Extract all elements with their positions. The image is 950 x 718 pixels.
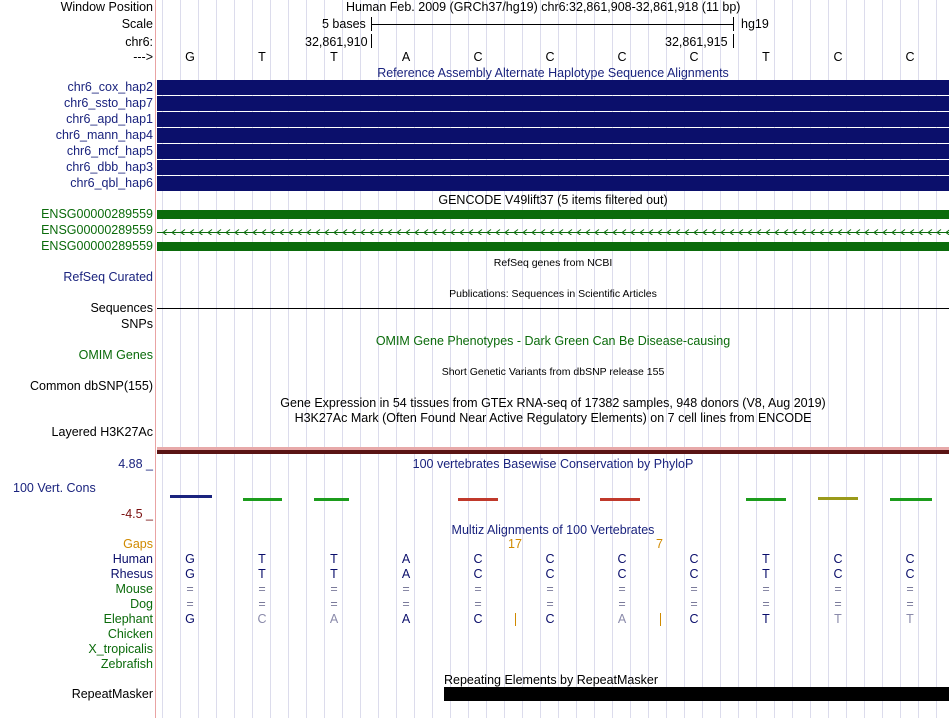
- gaps-label: Gaps: [123, 537, 153, 551]
- base-letter: C: [545, 50, 555, 64]
- aligned-base: C: [833, 552, 843, 566]
- dbsnp-label[interactable]: Common dbSNP(155): [30, 379, 153, 393]
- cons-mark: [458, 498, 498, 501]
- aligned-base: =: [330, 597, 338, 611]
- aligned-base: =: [258, 597, 266, 611]
- aligned-base: T: [258, 552, 266, 566]
- aligned-base: A: [401, 552, 411, 566]
- aligned-base: C: [617, 567, 627, 581]
- aligned-base: T: [762, 552, 770, 566]
- aligned-base: C: [473, 612, 483, 626]
- aligned-base: C: [689, 612, 699, 626]
- chrom-label: chr6:: [125, 35, 153, 49]
- aligned-base: T: [834, 612, 842, 626]
- alt-hap-label[interactable]: chr6_ssto_hap7: [64, 96, 153, 110]
- aligned-base: =: [402, 582, 410, 596]
- cons-ymax: 4.88 _: [118, 457, 153, 471]
- scale-bar: [371, 24, 733, 25]
- species-label[interactable]: Human: [112, 552, 153, 566]
- publications-label[interactable]: Sequences: [90, 301, 153, 315]
- species-label[interactable]: Dog: [130, 597, 153, 611]
- alt-hap-title[interactable]: Reference Assembly Alternate Haplotype Sequence Alignments: [377, 66, 729, 80]
- alt-hap-alignment[interactable]: [157, 96, 949, 111]
- scale-label: Scale: [121, 17, 153, 31]
- alt-hap-alignment[interactable]: [157, 112, 949, 127]
- base-letter: C: [617, 50, 627, 64]
- aligned-base: =: [834, 582, 842, 596]
- cons-mark: [243, 498, 282, 501]
- dbsnp-title[interactable]: Short Genetic Variants from dbSNP release 155: [441, 366, 665, 378]
- window-position-label: Window Position: [60, 0, 153, 14]
- aligned-base: C: [689, 552, 699, 566]
- aligned-base: A: [617, 612, 627, 626]
- scale-text: 5 bases: [322, 17, 366, 31]
- aligned-base: =: [402, 597, 410, 611]
- position-tick-left: [371, 34, 372, 48]
- gencode-title[interactable]: GENCODE V49lift37 (5 items filtered out): [438, 193, 668, 207]
- aligned-base: A: [401, 567, 411, 581]
- species-label[interactable]: X_tropicalis: [88, 642, 153, 656]
- aligned-base: C: [257, 612, 267, 626]
- base-letter: C: [905, 50, 915, 64]
- aligned-base: =: [330, 582, 338, 596]
- cons-ymin: -4.5 _: [121, 507, 153, 521]
- aligned-base: C: [689, 567, 699, 581]
- aligned-base: =: [762, 597, 770, 611]
- h3k27ac-title[interactable]: H3K27Ac Mark (Often Found Near Active Regulatory Elements) on 7 cell lines from ENCODE: [294, 411, 812, 425]
- base-letter: C: [833, 50, 843, 64]
- aligned-base: =: [834, 597, 842, 611]
- aligned-base: T: [258, 567, 266, 581]
- publications-title[interactable]: Publications: Sequences in Scientific Articles: [449, 288, 657, 300]
- cons-mark: [600, 498, 640, 501]
- cons-mark: [818, 497, 858, 500]
- alt-hap-alignment[interactable]: [157, 160, 949, 175]
- omim-title[interactable]: OMIM Gene Phenotypes - Dark Green Can Be Disease-causing: [375, 334, 731, 348]
- species-label[interactable]: Elephant: [103, 612, 153, 626]
- aligned-base: =: [258, 582, 266, 596]
- alt-hap-alignment[interactable]: [157, 128, 949, 143]
- repeatmasker-title[interactable]: Repeating Elements by RepeatMasker: [444, 673, 659, 687]
- h3k27ac-signal: [157, 450, 949, 454]
- insertion-mark: [660, 613, 661, 626]
- gtex-title[interactable]: Gene Expression in 54 tissues from GTEx RNA-seq of 17382 samples, 948 donors (V8, Aug 2019): [280, 396, 826, 410]
- alt-hap-label[interactable]: chr6_cox_hap2: [67, 80, 153, 94]
- gencode-intron[interactable]: [157, 226, 949, 235]
- strand-arrow[interactable]: --->: [133, 50, 153, 64]
- aligned-base: =: [186, 597, 194, 611]
- alt-hap-label[interactable]: chr6_apd_hap1: [66, 112, 153, 126]
- gencode-item-label[interactable]: ENSG00000289559: [41, 223, 153, 237]
- aligned-base: =: [690, 597, 698, 611]
- gencode-item-label[interactable]: ENSG00000289559: [41, 239, 153, 253]
- cons-mark: [170, 495, 212, 498]
- alt-hap-alignment[interactable]: [157, 144, 949, 159]
- aligned-base: =: [546, 597, 554, 611]
- aligned-base: =: [474, 582, 482, 596]
- aligned-base: =: [906, 582, 914, 596]
- gap-count: 17: [508, 537, 522, 551]
- aligned-base: A: [401, 612, 411, 626]
- species-label[interactable]: Mouse: [115, 582, 153, 596]
- snps-label[interactable]: SNPs: [121, 317, 153, 331]
- refseq-title[interactable]: RefSeq genes from NCBI: [493, 257, 613, 269]
- aligned-base: C: [545, 567, 555, 581]
- base-letter: G: [185, 50, 195, 64]
- cons-label[interactable]: 100 Vert. Cons: [13, 481, 96, 495]
- window-position-text: Human Feb. 2009 (GRCh37/hg19) chr6:32,861,908-32,861,918 (11 bp): [346, 0, 741, 14]
- base-letter: T: [258, 50, 266, 64]
- label-divider: [155, 0, 156, 718]
- cons-mark: [890, 498, 932, 501]
- multiz-title[interactable]: Multiz Alignments of 100 Vertebrates: [451, 523, 655, 537]
- cons-mark: [746, 498, 786, 501]
- aligned-base: C: [473, 567, 483, 581]
- aligned-base: G: [185, 612, 195, 626]
- aligned-base: C: [905, 567, 915, 581]
- aligned-base: C: [617, 552, 627, 566]
- gap-count: 7: [656, 537, 663, 551]
- h3k27ac-label[interactable]: Layered H3K27Ac: [51, 425, 153, 439]
- alt-hap-label[interactable]: chr6_dbb_hap3: [66, 160, 153, 174]
- omim-label[interactable]: OMIM Genes: [78, 348, 153, 362]
- species-label[interactable]: Chicken: [107, 627, 153, 641]
- aligned-base: =: [618, 582, 626, 596]
- aligned-base: A: [329, 612, 339, 626]
- alt-hap-label[interactable]: chr6_mann_hap4: [55, 128, 153, 142]
- base-letter: T: [762, 50, 770, 64]
- aligned-base: T: [330, 552, 338, 566]
- aligned-base: =: [762, 582, 770, 596]
- aligned-base: C: [833, 567, 843, 581]
- alt-hap-label[interactable]: chr6_qbl_hap6: [70, 176, 153, 190]
- aligned-base: G: [185, 567, 195, 581]
- alt-hap-alignment[interactable]: [157, 176, 949, 191]
- base-letter: A: [401, 50, 411, 64]
- insertion-mark: [515, 613, 516, 626]
- aligned-base: =: [474, 597, 482, 611]
- repeatmasker-feature[interactable]: [444, 687, 949, 701]
- aligned-base: T: [906, 612, 914, 626]
- cons-mark: [314, 498, 349, 501]
- gencode-feature[interactable]: [157, 210, 949, 219]
- base-letter: C: [689, 50, 699, 64]
- alt-hap-alignment[interactable]: [157, 80, 949, 95]
- aligned-base: =: [186, 582, 194, 596]
- publications-line: [157, 308, 949, 309]
- base-letter: C: [473, 50, 483, 64]
- aligned-base: C: [473, 552, 483, 566]
- species-label[interactable]: Rhesus: [110, 567, 153, 581]
- scale-db: hg19: [741, 17, 769, 31]
- aligned-base: T: [330, 567, 338, 581]
- gencode-item-label[interactable]: ENSG00000289559: [41, 207, 153, 221]
- aligned-base: =: [618, 597, 626, 611]
- scale-tick-right: [733, 17, 734, 31]
- gencode-intron-arrows: [157, 228, 949, 235]
- aligned-base: =: [690, 582, 698, 596]
- position-left: 32,861,910: [305, 35, 368, 49]
- position-tick-right: [733, 34, 734, 48]
- aligned-base: G: [185, 552, 195, 566]
- refseq-label[interactable]: RefSeq Curated: [63, 270, 153, 284]
- repeatmasker-label[interactable]: RepeatMasker: [71, 687, 153, 701]
- base-letter: T: [330, 50, 338, 64]
- species-label[interactable]: Zebrafish: [100, 657, 153, 671]
- gencode-feature[interactable]: [157, 242, 949, 251]
- aligned-base: C: [545, 612, 555, 626]
- aligned-base: C: [905, 552, 915, 566]
- aligned-base: =: [546, 582, 554, 596]
- aligned-base: T: [762, 612, 770, 626]
- aligned-base: C: [545, 552, 555, 566]
- cons-title[interactable]: 100 vertebrates Basewise Conservation by PhyloP: [412, 457, 694, 471]
- position-right: 32,861,915: [665, 35, 728, 49]
- aligned-base: =: [906, 597, 914, 611]
- alt-hap-label[interactable]: chr6_mcf_hap5: [66, 144, 153, 158]
- aligned-base: T: [762, 567, 770, 581]
